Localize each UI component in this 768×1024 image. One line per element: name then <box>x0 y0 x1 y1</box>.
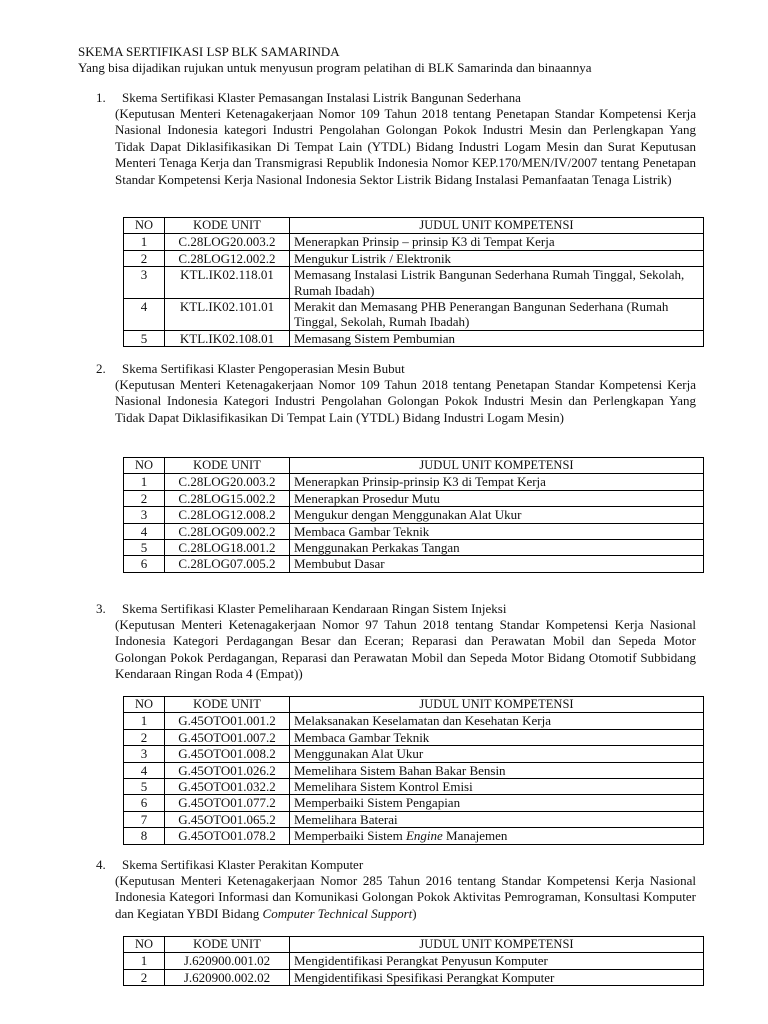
row-no: 5 <box>124 540 165 556</box>
row-title: Menerapkan Prosedur Mutu <box>290 490 704 506</box>
row-no: 3 <box>124 507 165 523</box>
row-code: C.28LOG12.002.2 <box>165 250 290 266</box>
row-code: C.28LOG20.003.2 <box>165 474 290 490</box>
row-no: 1 <box>124 234 165 250</box>
section-title <box>96 601 506 617</box>
header-code: KODE UNIT <box>165 697 290 713</box>
row-title: Memasang Instalasi Listrik Bangunan Sederhana Rumah Tinggal, Sekolah, Rumah Ibadah) <box>290 267 704 299</box>
section-title-text: Skema Sertifikasi Klaster Perakitan Komputer <box>122 857 364 872</box>
row-no: 4 <box>124 762 165 778</box>
competency-table <box>123 217 704 347</box>
row-no: 1 <box>124 953 165 969</box>
row-no: 7 <box>124 811 165 827</box>
row-code: C.28LOG15.002.2 <box>165 490 290 506</box>
table-row <box>124 267 704 299</box>
row-title: Menggunakan Alat Ukur <box>290 746 704 762</box>
row-no: 4 <box>124 299 165 331</box>
table-header-row <box>124 458 704 474</box>
table-header-row <box>124 697 704 713</box>
row-code: G.45OTO01.065.2 <box>165 811 290 827</box>
row-code: G.45OTO01.007.2 <box>165 729 290 745</box>
row-no: 3 <box>124 267 165 299</box>
row-no: 3 <box>124 746 165 762</box>
table-row <box>124 811 704 827</box>
row-code: C.28LOG18.001.2 <box>165 540 290 556</box>
table-header-row <box>124 218 704 234</box>
table-row <box>124 779 704 795</box>
row-no: 1 <box>124 474 165 490</box>
row-code: C.28LOG09.002.2 <box>165 523 290 539</box>
row-title: Mengidentifikasi Spesifikasi Perangkat Komputer <box>290 969 704 985</box>
row-no: 5 <box>124 779 165 795</box>
table-row <box>124 250 704 266</box>
row-code: KTL.IK02.118.01 <box>165 267 290 299</box>
competency-table <box>123 936 704 986</box>
table-row <box>124 234 704 250</box>
row-title: Memelihara Sistem Bahan Bakar Bensin <box>290 762 704 778</box>
row-no: 2 <box>124 250 165 266</box>
row-title: Merakit dan Memasang PHB Penerangan Bangunan Sederhana (Rumah Tinggal, Sekolah, Rumah Ibadah) <box>290 299 704 331</box>
row-title: Menerapkan Prinsip-prinsip K3 di Tempat Kerja <box>290 474 704 490</box>
row-title: Mengidentifikasi Perangkat Penyusun Komputer <box>290 953 704 969</box>
row-no: 2 <box>124 729 165 745</box>
header-no: NO <box>124 218 165 234</box>
row-no: 2 <box>124 490 165 506</box>
row-title: Menerapkan Prinsip – prinsip K3 di Tempat Kerja <box>290 234 704 250</box>
table-row <box>124 713 704 729</box>
document-title: SKEMA SERTIFIKASI LSP BLK SAMARINDA <box>78 44 340 59</box>
header-title: JUDUL UNIT KOMPETENSI <box>290 218 704 234</box>
competency-table <box>123 696 704 845</box>
row-code: KTL.IK02.108.01 <box>165 330 290 346</box>
document-header <box>78 44 738 77</box>
row-no: 2 <box>124 969 165 985</box>
competency-table <box>123 457 704 573</box>
row-title: Memperbaiki Sistem Engine Manajemen <box>290 828 704 844</box>
row-title: Membubut Dasar <box>290 556 704 572</box>
row-title: Mengukur Listrik / Elektronik <box>290 250 704 266</box>
section-title <box>96 361 405 377</box>
header-title: JUDUL UNIT KOMPETENSI <box>290 937 704 953</box>
header-no: NO <box>124 937 165 953</box>
row-title: Membaca Gambar Teknik <box>290 523 704 539</box>
row-title: Mengukur dengan Menggunakan Alat Ukur <box>290 507 704 523</box>
section-number: 4. <box>96 857 106 872</box>
table-row <box>124 474 704 490</box>
table-row <box>124 762 704 778</box>
table-row <box>124 746 704 762</box>
section-description: (Keputusan Menteri Ketenagakerjaan Nomor 97 Tahun 2018 tentang Standar Kompetensi Kerja Nasional Indonesia Kategori Perdagangan Besar dan Eceran; Reparasi dan Perawatan Mobil dan Sepeda Motor Golongan Pokok Perdagangan, Reparasi dan Perawatan Mobil dan Sepeda Motor Bidang Otomotif Subbidang Kendaraan Ringan Roda 4 (Empat)) <box>115 617 696 682</box>
row-title: Menggunakan Perkakas Tangan <box>290 540 704 556</box>
section-number: 1. <box>96 90 106 105</box>
table-row <box>124 828 704 844</box>
header-code: KODE UNIT <box>165 937 290 953</box>
table-row <box>124 556 704 572</box>
section-description: (Keputusan Menteri Ketenagakerjaan Nomor 109 Tahun 2018 tentang Penetapan Standar Kompetensi Kerja Nasional Indonesia Kategori Industri Pengolahan Golongan Pokok Industri Mesin dan Perlengkapan Yang Tidak Dapat Diklasifikasikan Di Tempat Lain (YTDL) Bidang Industri Logam Mesin) <box>115 377 696 425</box>
row-code: J.620900.001.02 <box>165 953 290 969</box>
row-code: G.45OTO01.077.2 <box>165 795 290 811</box>
table-row <box>124 953 704 969</box>
row-no: 6 <box>124 795 165 811</box>
row-no: 8 <box>124 828 165 844</box>
row-title: Memelihara Sistem Kontrol Emisi <box>290 779 704 795</box>
document-subtitle: Yang bisa dijadikan rujukan untuk menyusun program pelatihan di BLK Samarinda dan binaannya <box>78 60 592 76</box>
row-code: KTL.IK02.101.01 <box>165 299 290 331</box>
table-row <box>124 729 704 745</box>
row-code: G.45OTO01.026.2 <box>165 762 290 778</box>
section-description: (Keputusan Menteri Ketenagakerjaan Nomor 285 Tahun 2016 tentang Standar Kompetensi Kerja Nasional Indonesia Kategori Informasi dan Komunikasi Golongan Pokok Aktivitas Pemrograman, Konsultasi Komputer dan Kegiatan YBDI Bidang Computer Technical Support) <box>115 873 696 921</box>
header-title: JUDUL UNIT KOMPETENSI <box>290 458 704 474</box>
section-number: 2. <box>96 361 106 376</box>
table-header-row <box>124 937 704 953</box>
header-code: KODE UNIT <box>165 218 290 234</box>
section-title-text: Skema Sertifikasi Klaster Pengoperasian Mesin Bubut <box>122 361 405 376</box>
header-title: JUDUL UNIT KOMPETENSI <box>290 697 704 713</box>
table-row <box>124 490 704 506</box>
section-title-text: Skema Sertifikasi Klaster Pemeliharaan Kendaraan Ringan Sistem Injeksi <box>122 601 507 616</box>
row-title: Melaksanakan Keselamatan dan Kesehatan Kerja <box>290 713 704 729</box>
row-code: C.28LOG07.005.2 <box>165 556 290 572</box>
table-row <box>124 523 704 539</box>
table-row <box>124 507 704 523</box>
section-title <box>96 857 363 873</box>
row-no: 1 <box>124 713 165 729</box>
row-no: 6 <box>124 556 165 572</box>
row-title: Memelihara Baterai <box>290 811 704 827</box>
row-code: C.28LOG12.008.2 <box>165 507 290 523</box>
row-no: 4 <box>124 523 165 539</box>
table-row <box>124 540 704 556</box>
row-title: Memperbaiki Sistem Pengapian <box>290 795 704 811</box>
row-code: C.28LOG20.003.2 <box>165 234 290 250</box>
row-title: Membaca Gambar Teknik <box>290 729 704 745</box>
section-number: 3. <box>96 601 106 616</box>
row-no: 5 <box>124 330 165 346</box>
row-title: Memasang Sistem Pembumian <box>290 330 704 346</box>
section-title <box>96 90 521 106</box>
section-title-text: Skema Sertifikasi Klaster Pemasangan Instalasi Listrik Bangunan Sederhana <box>122 90 521 105</box>
table-row <box>124 299 704 331</box>
header-code: KODE UNIT <box>165 458 290 474</box>
table-row <box>124 795 704 811</box>
row-code: G.45OTO01.032.2 <box>165 779 290 795</box>
section-description: (Keputusan Menteri Ketenagakerjaan Nomor 109 Tahun 2018 tentang Penetapan Standar Kompetensi Kerja Nasional Indonesia kategori Industri Pengolahan Golongan Pokok Industri Mesin dan Perlengkapan Yang Tidak Dapat Diklasifikasikan Di Tempat Lain (YTDL) Bidang Industri Logam Mesin dan Surat Keputusan Menteri Tenaga Kerja dan Transmigrasi Republik Indonesia Nomor KEP.170/MEN/IV/2007 tentang Penetapan Standar Kompetensi Kerja Nasional Indonesia Sektor Listrik Bidang Instalasi Pemanfaatan Tenaga Listrik) <box>115 106 696 187</box>
row-code: G.45OTO01.001.2 <box>165 713 290 729</box>
row-code: G.45OTO01.008.2 <box>165 746 290 762</box>
header-no: NO <box>124 458 165 474</box>
table-row <box>124 969 704 985</box>
header-no: NO <box>124 697 165 713</box>
row-code: G.45OTO01.078.2 <box>165 828 290 844</box>
table-row <box>124 330 704 346</box>
row-code: J.620900.002.02 <box>165 969 290 985</box>
